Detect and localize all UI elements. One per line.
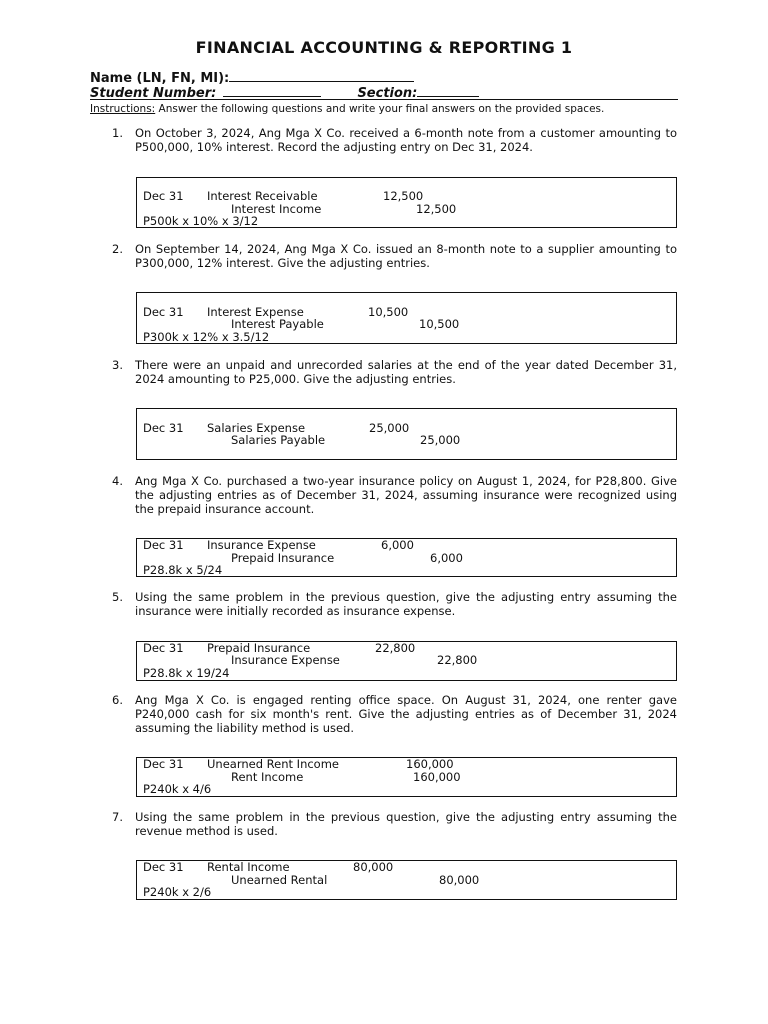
- instructions: [90, 103, 604, 115]
- entry-date: Dec 31: [143, 189, 184, 203]
- debit-account: Prepaid Insurance: [207, 641, 311, 655]
- question-number: 5.: [112, 590, 123, 604]
- credit-account: Prepaid Insurance: [231, 551, 335, 565]
- credit-account: Interest Payable: [231, 317, 324, 331]
- debit-account: Rental Income: [207, 860, 290, 874]
- question-text: Ang Mga X Co. purchased a two-year insurance policy on August 1, 2024, for P28,800. Give the adjusting entries as of December 31, 2024, assuming insurance were recognized using the prepaid insurance account.: [135, 474, 677, 516]
- section-label: Section:: [357, 86, 418, 101]
- credit-account: Insurance Expense: [231, 653, 340, 667]
- credit-amount: 160,000: [413, 770, 461, 784]
- credit-amount: 10,500: [419, 317, 460, 331]
- credit-account: Rent Income: [231, 770, 304, 784]
- debit-amount: 80,000: [353, 860, 394, 874]
- question-text: Ang Mga X Co. is engaged renting office space. On August 31, 2024, one renter gave P240,000 cash for six month's rent. Give the adjusting entries as of December 31, 2024 assuming the liability method is used.: [135, 693, 677, 735]
- answer-box[interactable]: [136, 177, 677, 228]
- credit-account: Interest Income: [231, 202, 322, 216]
- credit-amount: 80,000: [439, 873, 480, 887]
- instructions-label: Instructions:: [90, 103, 156, 115]
- question-number: 7.: [112, 810, 123, 824]
- debit-amount: 22,800: [375, 641, 416, 655]
- debit-account: Salaries Expense: [207, 421, 306, 435]
- debit-amount: 10,500: [368, 305, 409, 319]
- question-text: On September 14, 2024, Ang Mga X Co. issued an 8-month note to a supplier amounting to P300,000, 12% interest. Give the adjusting entries.: [135, 242, 677, 270]
- question-text: Using the same problem in the previous question, give the adjusting entry assuming the insurance were initially recorded as insurance expense.: [135, 590, 677, 618]
- computation-note: P500k x 10% x 3/12: [143, 214, 259, 228]
- entry-date: Dec 31: [143, 421, 184, 435]
- entry-date: Dec 31: [143, 860, 184, 874]
- answer-box[interactable]: [136, 757, 677, 797]
- credit-account: Salaries Payable: [231, 433, 326, 447]
- student-number-blank[interactable]: [223, 84, 321, 97]
- question-text: Using the same problem in the previous question, give the adjusting entry assuming the revenue method is used.: [135, 810, 677, 838]
- debit-amount: 160,000: [406, 757, 454, 771]
- entry-date: Dec 31: [143, 641, 184, 655]
- question-number: 4.: [112, 474, 123, 488]
- answer-box[interactable]: [136, 860, 677, 900]
- debit-account: Interest Receivable: [207, 189, 318, 203]
- answer-box[interactable]: [136, 641, 677, 681]
- section-blank[interactable]: [417, 84, 479, 97]
- computation-note: P28.8k x 5/24: [143, 563, 223, 577]
- computation-note: P240k x 2/6: [143, 885, 212, 899]
- computation-note: P240k x 4/6: [143, 782, 212, 796]
- name-label: Name (LN, FN, MI):: [90, 71, 230, 86]
- answer-box[interactable]: [136, 538, 677, 577]
- header-rule: [90, 99, 678, 100]
- student-number-label: Student Number:: [90, 86, 217, 101]
- debit-amount: 6,000: [381, 538, 414, 552]
- credit-amount: 12,500: [416, 202, 457, 216]
- debit-account: Insurance Expense: [207, 538, 316, 552]
- answer-box[interactable]: [136, 292, 677, 344]
- question-number: 3.: [112, 358, 123, 372]
- computation-note: P300k x 12% x 3.5/12: [143, 330, 270, 344]
- page-title: FINANCIAL ACCOUNTING & REPORTING 1: [195, 38, 573, 57]
- credit-amount: 6,000: [430, 551, 463, 565]
- debit-amount: 25,000: [369, 421, 410, 435]
- answer-box[interactable]: [136, 408, 677, 460]
- credit-amount: 25,000: [420, 433, 461, 447]
- debit-account: Unearned Rent Income: [207, 757, 339, 771]
- computation-note: P28.8k x 19/24: [143, 666, 230, 680]
- question-number: 2.: [112, 242, 123, 256]
- credit-account: Unearned Rental: [231, 873, 328, 887]
- question-text: On October 3, 2024, Ang Mga X Co. received a 6-month note from a customer amounting to P500,000, 10% interest. Record the adjusting entry on Dec 31, 2024.: [135, 126, 677, 154]
- entry-date: Dec 31: [143, 305, 184, 319]
- name-blank[interactable]: [229, 69, 414, 82]
- debit-amount: 12,500: [383, 189, 424, 203]
- question-number: 6.: [112, 693, 123, 707]
- credit-amount: 22,800: [437, 653, 478, 667]
- debit-account: Interest Expense: [207, 305, 304, 319]
- entry-date: Dec 31: [143, 757, 184, 771]
- instructions-text: Answer the following questions and write your final answers on the provided spaces.: [155, 103, 605, 115]
- entry-date: Dec 31: [143, 538, 184, 552]
- question-text: There were an unpaid and unrecorded salaries at the end of the year dated December 31, 2024 amounting to P25,000. Give the adjusting entries.: [135, 358, 677, 386]
- question-number: 1.: [112, 126, 123, 140]
